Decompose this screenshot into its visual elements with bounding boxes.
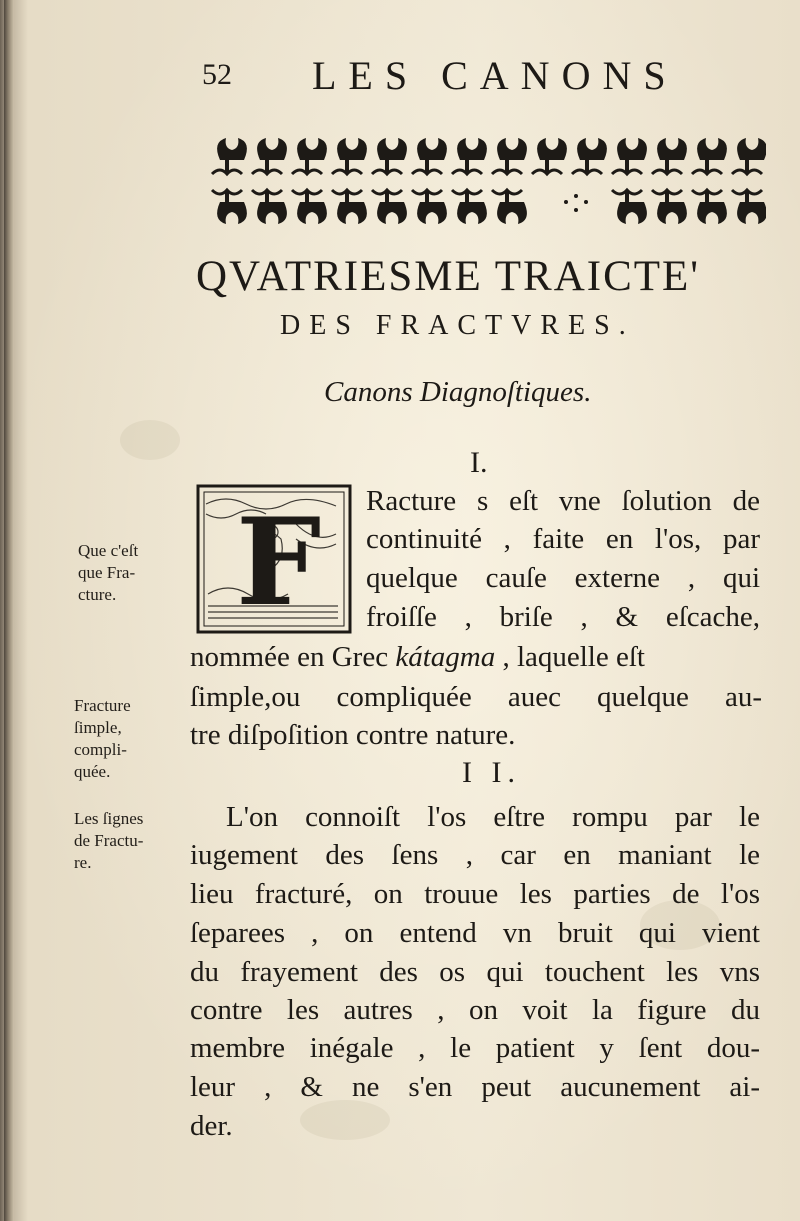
canon-1-line-2: continuité , faite en l'os, par — [366, 523, 760, 555]
canon-2-line-6: contre les autres , on voit la figure du — [190, 994, 760, 1026]
canon-2-line-7: membre inégale , le patient y ſent dou- — [190, 1032, 760, 1064]
margin-note-line: que Fra- — [78, 563, 136, 582]
margin-note-line: de Fractu- — [74, 831, 144, 850]
canon-1-line-5 — [190, 640, 760, 674]
margin-note-line: quée. — [74, 762, 111, 781]
margin-note-line: compli- — [74, 740, 127, 759]
page-number: 52 — [202, 58, 232, 91]
canon-2-line-5: du frayement des os qui touchent les vns — [190, 956, 760, 988]
canon-1-line-7: tre diſpoſition contre nature. — [190, 719, 516, 751]
canon-1-line-6: ſimple,ou compliquée auec quelque au- — [190, 681, 762, 713]
canon-2-line-4: ſeparees , on entend vn bruit qui vient — [190, 917, 760, 949]
section-title: Canons Diagnoſtiques. — [324, 376, 592, 408]
margin-note-definition — [78, 540, 138, 606]
canon-2-line-3: lieu fracturé, on trouue les parties de l'os — [190, 878, 760, 910]
greek-term: kátagma — [395, 641, 496, 673]
fleuron-ornament-band — [210, 126, 766, 238]
running-title: LES CANONS — [312, 53, 678, 98]
canon-1-line-5-end: , laquelle eſt — [495, 641, 645, 673]
margin-note-line: re. — [74, 853, 92, 872]
canon-1-line-3: quelque cauſe externe , qui — [366, 562, 760, 594]
running-header — [196, 52, 756, 98]
drop-cap-letter: F — [236, 492, 322, 633]
margin-note-line: Les ſignes — [74, 809, 144, 828]
canon-1-line-5-start: nommée en Grec — [190, 641, 396, 673]
margin-note-line: ſimple, — [74, 718, 122, 737]
treatise-title: QVATRIESME TRAICTE' — [196, 253, 701, 300]
margin-note-fracture-types — [74, 695, 131, 783]
canon-2-line-1: L'on connoiſt l'os eſtre rompu par le — [226, 801, 760, 833]
book-gutter — [4, 0, 14, 1221]
canon-2-line-9: der. — [190, 1110, 233, 1142]
canon-1-line-4: froiſſe , briſe , & eſcache, — [366, 601, 760, 633]
margin-note-line: Fracture — [74, 696, 131, 715]
margin-note-line: cture. — [78, 585, 117, 604]
treatise-subtitle: DES FRACTVRES. — [280, 310, 635, 341]
margin-note-signs — [74, 808, 143, 874]
canon-2-line-2: iugement des ſens , car en maniant le — [190, 839, 760, 871]
canon-2-numeral: I I. — [462, 756, 521, 789]
margin-note-line: Que c'eſt — [78, 541, 139, 560]
canon-2-line-8: leur , & ne s'en peut aucunement ai- — [190, 1071, 760, 1103]
drop-cap-woodcut — [196, 484, 352, 634]
canon-1-numeral: I. — [470, 446, 488, 479]
canon-1-line-1: Racture s eſt vne ſolution de — [366, 485, 760, 517]
